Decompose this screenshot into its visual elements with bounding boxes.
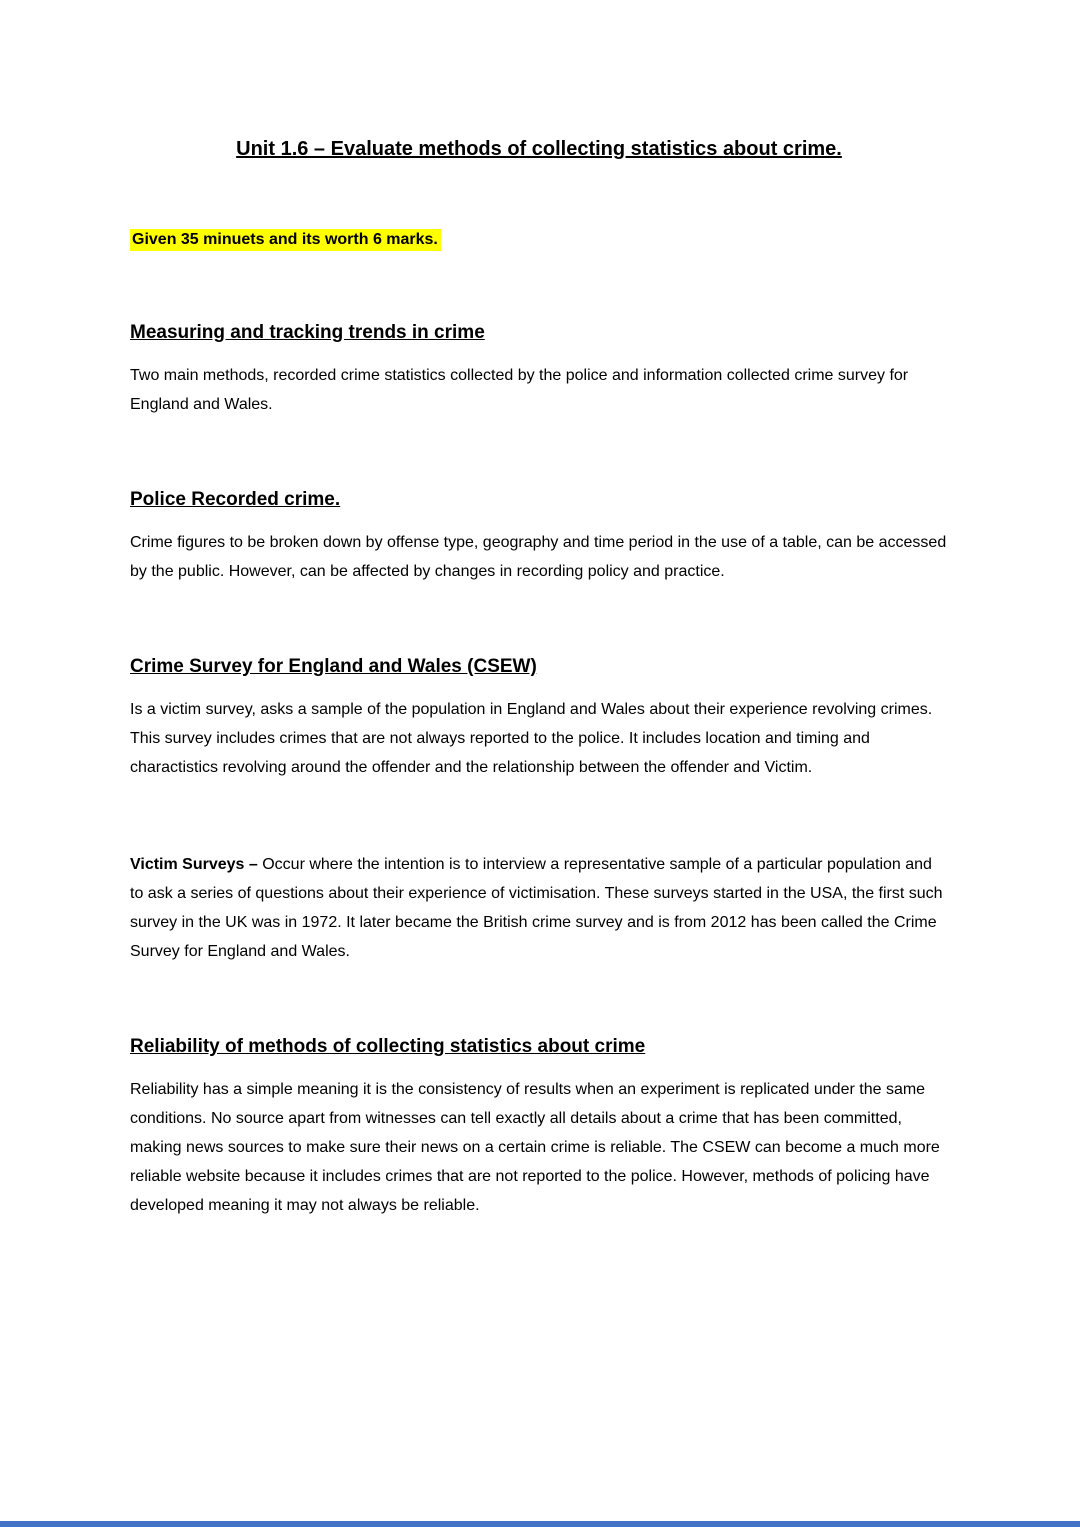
document-title: Unit 1.6 – Evaluate methods of collecting statistics about crime. [236, 138, 842, 160]
section-body-police-recorded-crime: Crime figures to be broken down by offense type, geography and time period in the use of a table, can be accessed by the public. However, can be affected by changes in recording policy and practice. [130, 534, 947, 580]
timing-note-highlighted-text: Given 35 minuets and its worth 6 marks. [130, 229, 441, 251]
section-body-reliability: Reliability has a simple meaning it is the consistency of results when an experiment is replicated under the same conditions. No source apart from witnesses can tell exactly all details about a crime that has been committed, making news sources to make sure their news on a certain crime is reliable. The CSEW can become a much more reliable website because it includes crimes that are not reported to the police. However, methods of policing have developed meaning it may not always be reliable. [130, 1081, 940, 1214]
section-heading-csew: Crime Survey for England and Wales (CSEW) [130, 656, 537, 677]
bottom-blue-strip [0, 1521, 1080, 1527]
section-heading-measuring-trends: Measuring and tracking trends in crime [130, 322, 485, 343]
victim-surveys-text: Occur where the intention is to interview a representative sample of a particular population and to ask a series of questions about their experience of victimisation. These surveys started in the USA, the first such survey in the UK was in 1972. It later became the British crime survey and is from 2012 has been called the Crime Survey for England and Wales. [130, 856, 943, 960]
section-body-csew: Is a victim survey, asks a sample of the population in England and Wales about their experience revolving crimes. This survey includes crimes that are not always reported to the police. It includes location and timing and charactistics revolving around the offender and the relationship between the offender and Victim. [130, 701, 933, 776]
section-body-measuring-trends: Two main methods, recorded crime statistics collected by the police and information collected crime survey for England and Wales. [130, 367, 909, 413]
section-heading-police-recorded-crime: Police Recorded crime. [130, 489, 341, 510]
section-heading-reliability: Reliability of methods of collecting statistics about crime [130, 1036, 646, 1057]
victim-surveys-paragraph [130, 850, 948, 966]
victim-surveys-lead: Victim Surveys – [130, 856, 258, 873]
timing-note-line [130, 228, 948, 252]
